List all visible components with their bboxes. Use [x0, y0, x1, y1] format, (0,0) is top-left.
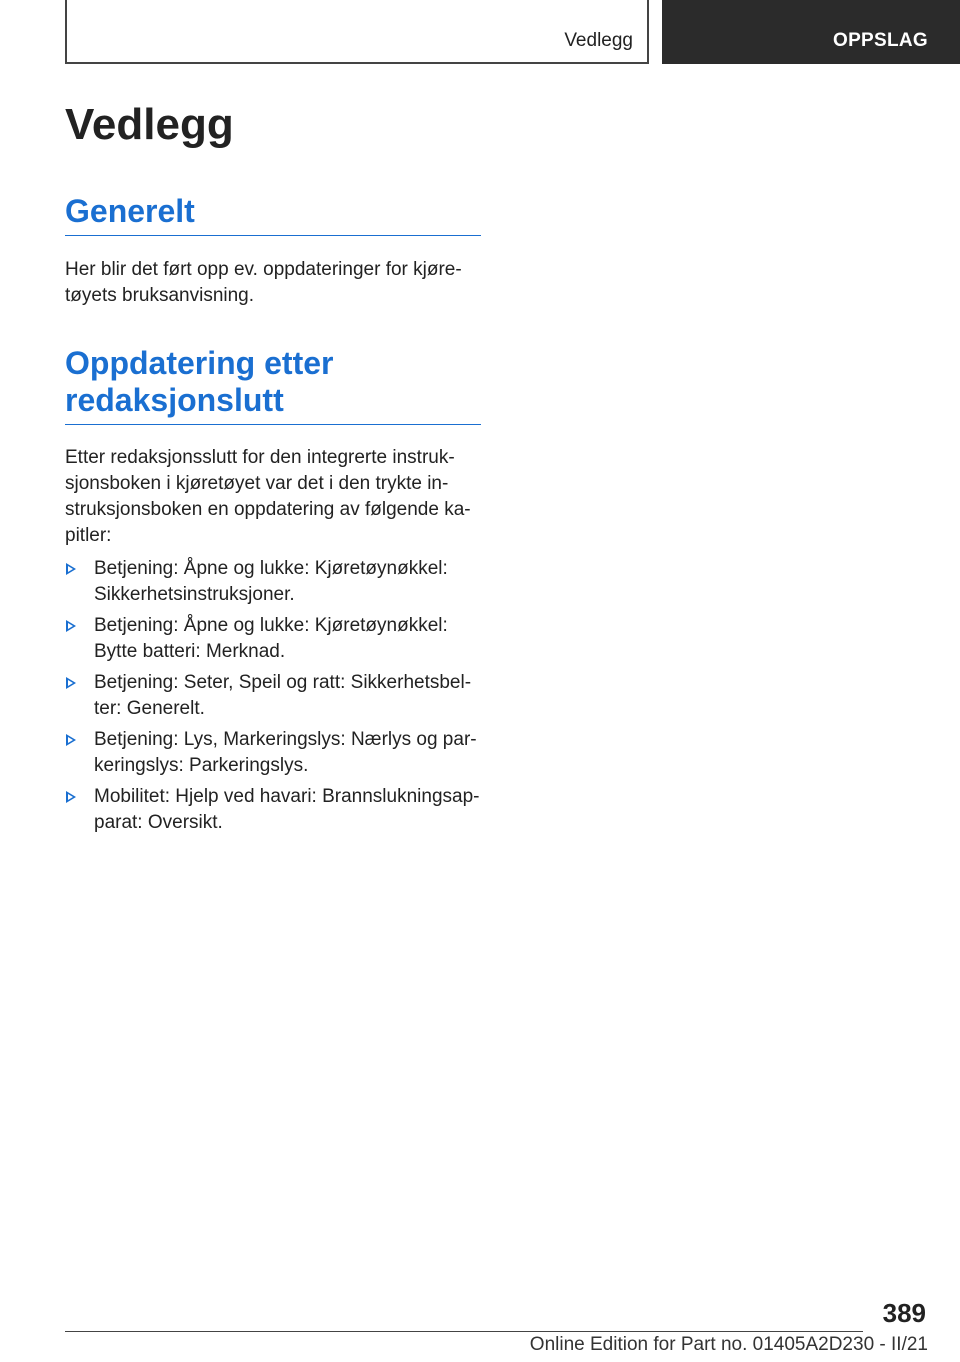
page-number: 389 [882, 1298, 926, 1328]
header-tab-oppslag[interactable]: OPPSLAG [662, 0, 960, 64]
list-item [65, 670, 481, 722]
triangle-bullet-icon [66, 734, 76, 746]
chapter-list [65, 556, 481, 836]
section-title-generelt: Generelt [65, 193, 481, 236]
section-paragraph-generelt: Her blir det ført opp ev. oppdateringer for kjøretøyets bruksanvisning. [65, 259, 462, 306]
list-item-text: Betjening: Seter, Speil og ratt: Sikkerhetsbelter: Generelt. [94, 672, 472, 719]
section-generelt [65, 193, 481, 309]
footer-divider [65, 1331, 863, 1332]
list-item-text: Mobilitet: Hjelp ved havari: Brannslukningsapparat: Oversikt. [94, 786, 480, 833]
list-item [65, 727, 481, 779]
list-item [65, 556, 481, 608]
list-item-text: Betjening: Åpne og lukke: Kjøretøynøkkel: Sikkerhetsinstruksjoner. [94, 558, 448, 605]
header-section-label: Vedlegg [564, 30, 633, 51]
header-frame [65, 0, 649, 64]
triangle-bullet-icon [66, 563, 76, 575]
triangle-bullet-icon [66, 620, 76, 632]
triangle-bullet-icon [66, 677, 76, 689]
section-paragraph-oppdatering: Etter redaksjonsslutt for den integrerte instruksjonsboken i kjøretøyet var det i den trykte instruksjonsboken en oppdatering av følgende kapitler: [65, 447, 471, 546]
section-title-oppdatering: Oppdatering etter redaksjonslutt [65, 345, 481, 425]
list-item [65, 784, 481, 836]
list-item [65, 613, 481, 665]
list-item-text: Betjening: Lys, Markeringslys: Nærlys og parkeringslys: Parkeringslys. [94, 729, 477, 776]
list-item-text: Betjening: Åpne og lukke: Kjøretøynøkkel: Bytte batteri: Merknad. [94, 615, 448, 662]
page-title: Vedlegg [65, 100, 234, 149]
footer-edition-text: Online Edition for Part no. 01405A2D230 - II/21 [529, 1334, 928, 1355]
triangle-bullet-icon [66, 791, 76, 803]
section-oppdatering [65, 345, 481, 841]
